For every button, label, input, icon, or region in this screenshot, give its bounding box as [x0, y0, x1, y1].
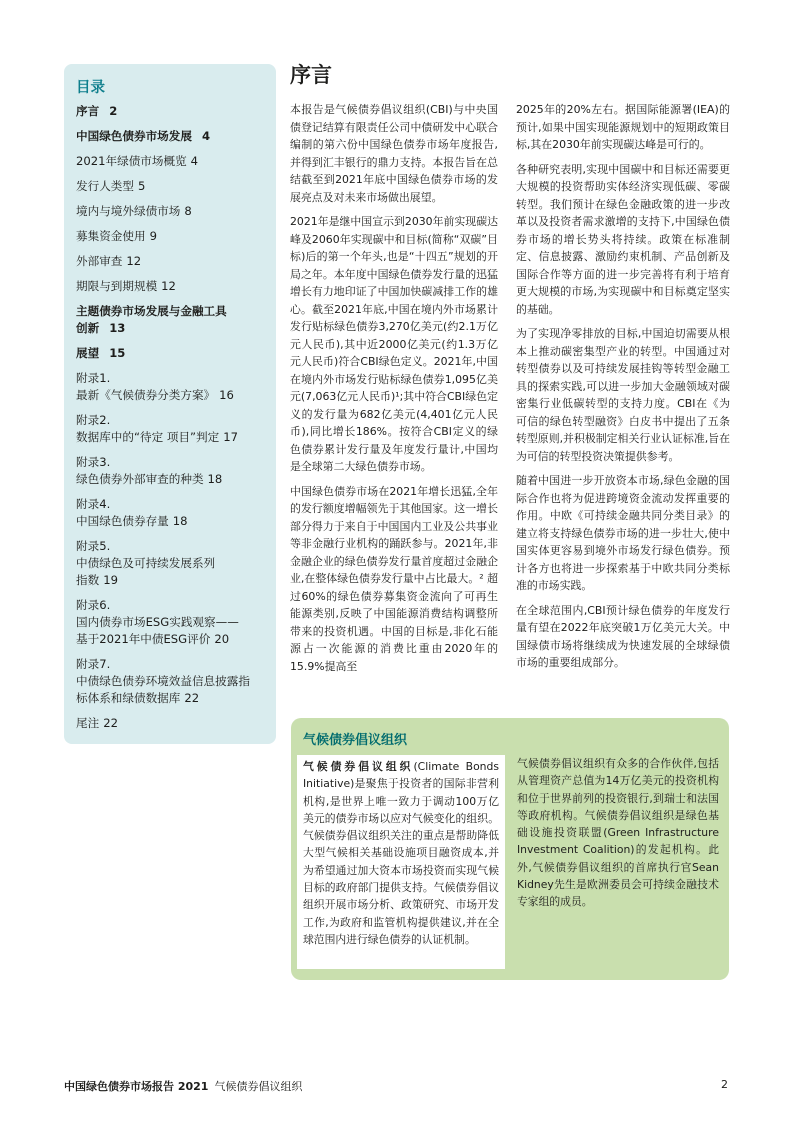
toc-item-page: 22 [184, 691, 200, 705]
toc-item-page: 16 [219, 388, 234, 402]
toc-item-page: 4 [190, 154, 199, 168]
toc-item-page: 22 [103, 716, 118, 730]
toc-title: 目录 [76, 80, 105, 96]
toc-item-label: 主题债券市场发展与金融工具 创新 [76, 304, 227, 335]
toc-item-outlook[interactable] [76, 345, 268, 362]
toc-item-page: 17 [223, 430, 238, 444]
toc-item-label: 附录2. 数据库中的“待定 项目”判定 [76, 413, 220, 444]
toc-item-appendix-2[interactable] [76, 412, 268, 446]
toc-item-tenor-maturity[interactable] [76, 278, 268, 295]
footer-report-title: 中国绿色债券市场报告 2021 [64, 1080, 209, 1093]
toc-item-page: 8 [184, 204, 192, 218]
toc-item-overview[interactable] [76, 153, 268, 170]
toc-item-issuer-types[interactable] [76, 178, 268, 195]
toc-item-label: 展望 [76, 346, 100, 360]
toc-item-page: 5 [137, 179, 146, 193]
page-number: 2 [721, 1078, 728, 1091]
info-box-right-text: 气候债券倡议组织有众多的合作伙伴,包括从管理资产总值为14万亿美元的投资机构和位于世界前列的投资银行,到瑞士和法国等政府机构。气候债券倡议组织是绿色基础设施投资联盟(Green Infrastructure Investment Coalition)的发起机构。此外,气候债券倡议组织的首席执行官Sean Kidney先生是欧洲委员会可持续金融技术专家组的成员。 [517, 757, 719, 909]
paragraph: 2021年是继中国宣示到2030年前实现碳达峰及2060年实现碳中和目标(简称“双碳”目标)后的第一个年头,也是“十四五”规划的开局之年。本年度中国绿色债券发行量的迅猛增长有力地印证了中国加快碳减排工作的雄心。截至2021年底,中国在境内外市场累计发行贴标绿色债券3,270亿美元(约2.1万亿元人民币),其中近2000亿美元(约1.3万亿元人民币)符合CBI绿色定义。2021年,中国在境内外市场发行贴标绿色债券1,095亿美元(7,063亿元人民币)¹;其中符合CBI绿色定义的发行量为682亿美元(4,401亿元人民币),同比增长186%。按符合CBI定义的绿色债券累计发行量及年度发行量计,中国均是全球第二大绿色债券市场。 [290, 215, 498, 473]
toc-item-label: 附录6. 国内债券市场ESG实践观察—— 基于2021年中债ESG评价 [76, 598, 239, 646]
toc-item-endnotes[interactable] [76, 715, 268, 732]
toc-item-page: 19 [103, 573, 118, 587]
toc-item-page: 20 [214, 632, 230, 646]
toc-item-label: 发行人类型 [76, 179, 134, 193]
toc-item-thematic-innovation[interactable] [76, 303, 268, 337]
paragraph: 各种研究表明,实现中国碳中和目标还需要更大规模的投资帮助实体经济实现低碳、零碳转型。我们预计在绿色金融政策的进一步改革以及投资者需求激增的支持下,中国绿色债券市场的增长势头将持续。政策在标准制定、信息披露、激励约束机制、产品创新及国际合作等方面的进一步完善将有利于培育更大规模的市场,为实现碳中和目标奠定坚实的基础。 [516, 162, 730, 316]
toc-item-appendix-1[interactable] [76, 370, 268, 404]
toc-item-label: 附录1. 最新《气候债券分类方案》 [76, 371, 216, 402]
toc-item-page: 12 [126, 254, 142, 268]
paragraph: 2025年的20%左右。据国际能源署(IEA)的预计,如果中国实现能源规划中的短期政策目标,其在2030年前实现碳达峰是可行的。 [516, 103, 730, 151]
toc-item-page: 2 [109, 104, 118, 118]
body-column-right [516, 101, 730, 679]
toc-item-label: 境内与境外绿债市场 [76, 204, 181, 218]
toc-item-external-review[interactable] [76, 253, 268, 270]
toc-item-label: 序言 [76, 104, 100, 118]
toc-item-label: 附录7. 中债绿色债券环境效益信息披露指 标体系和绿债数据库 [76, 657, 250, 705]
toc-item-appendix-7[interactable] [76, 656, 268, 707]
toc-item-page: 13 [109, 321, 126, 335]
toc-item-label: 募集资金使用 [76, 229, 146, 243]
paragraph: 为了实现净零排放的目标,中国迫切需要从根本上推动碳密集型产业的转型。中国通过对转型债券以及可持续发展挂钩等转型金融工具的探索实践,可以进一步加大金融领域对碳密集行业低碳转型的支持力度。CBI在《为可信的绿色转型融资》白皮书中提出了五条转型原则,并积极制定相关行业认证标准,旨在为可信的转型投资决策提供参考。 [516, 327, 730, 463]
footer-org: 气候债券倡议组织 [214, 1080, 303, 1093]
toc-item-label: 期限与到期规模 [76, 279, 158, 293]
toc-item-label: 尾注 [76, 716, 100, 730]
toc-item-page: 12 [161, 279, 176, 293]
table-of-contents [64, 64, 276, 744]
toc-item-label: 2021年绿债市场概览 [76, 154, 187, 168]
toc-item-market-development[interactable] [76, 128, 268, 145]
toc-item-appendix-5[interactable] [76, 538, 268, 589]
toc-item-use-of-proceeds[interactable] [76, 228, 268, 245]
toc-item-page: 18 [207, 472, 223, 486]
cbi-info-box [291, 718, 729, 980]
toc-item-label: 附录3. 绿色债券外部审查的种类 [76, 455, 204, 486]
toc-item-appendix-6[interactable] [76, 597, 268, 648]
toc-item-label: 外部审查 [76, 254, 123, 268]
page-title: 序言 [290, 63, 332, 87]
toc-item-page: 15 [109, 346, 126, 360]
paragraph: 中国绿色债券市场在2021年增长迅猛,全年的发行额度增幅领先于其他国家。这一增长部分得力于来自于中国国内工业及公共事业等非金融行业机构的踊跃参与。2021年,非金融企业的绿色债券发行量首度超过金融企业,在整体绿色债券发行量中占比最大。² 超过60%的绿色债券募集资金流向了可再生能源类别,反映了中国能源消费结构调整所带来的投资机遇。中国的目标是,非化石能源占一次能源的消费比重由2020年的15.9%提高至 [290, 484, 498, 673]
toc-item-appendix-3[interactable] [76, 454, 268, 488]
toc-item-onshore-offshore[interactable] [76, 203, 268, 220]
info-box-lead: 气候债券倡议组织 [303, 760, 414, 773]
toc-item-label: 中国绿色债券市场发展 [76, 129, 192, 143]
info-box-left-text: (Climate Bonds Initiative)是聚焦于投资者的国际非营利机构,是世界上唯一致力于调动100万亿美元的债券市场以应对气候变化的组织。气候债券倡议组织关注的重点是帮助降低大型气候相关基础设施项目融资成本,并为希望通过加大资本市场投资而实现气候目标的政府部门提供支持。气候债券倡议组织开展市场分析、政策研究、市场开发工作,为政府和监管机构提供建议,并在全球范围内进行绿色债券的认证机制。 [303, 760, 500, 946]
info-box-title: 气候债券倡议组织 [303, 733, 408, 748]
paragraph: 本报告是气候债券倡议组织(CBI)与中央国债登记结算有限责任公司中债研发中心联合编制的第六份中国绿色债券市场年度报告,并得到汇丰银行的鼎力支持。本报告旨在总结截至到2021年底中国绿色债券市场的发展亮点及对未来市场做出展望。 [290, 103, 498, 204]
toc-item-page: 9 [149, 229, 157, 243]
paragraph: 在全球范围内,CBI预计绿色债券的年度发行量有望在2022年底突破1万亿美元大关。中国绿债市场将继续成为快速发展的全球绿债市场的重要组成部分。 [516, 603, 730, 669]
info-box-left-panel [297, 755, 505, 969]
toc-item-page: 4 [201, 129, 211, 143]
body-column-left [290, 101, 498, 682]
toc-item-preface[interactable] [76, 103, 268, 120]
paragraph: 随着中国进一步开放资本市场,绿色金融的国际合作也将为促进跨境资金流动发挥重要的作用。中欧《可持续金融共同分类目录》的建立将支持绿色债券市场的进一步壮大,使中国实体更容易到境外市场发行绿色债券。预计各方也将进一步探索基于中欧共同分类标准的市场实践。 [516, 474, 730, 592]
toc-item-page: 18 [172, 514, 188, 528]
toc-item-appendix-4[interactable] [76, 496, 268, 530]
toc-item-label: 附录4. 中国绿色债券存量 [76, 497, 169, 528]
toc-item-label: 附录5. 中债绿色及可持续发展系列 指数 [76, 539, 216, 587]
page-footer [64, 1078, 302, 1094]
